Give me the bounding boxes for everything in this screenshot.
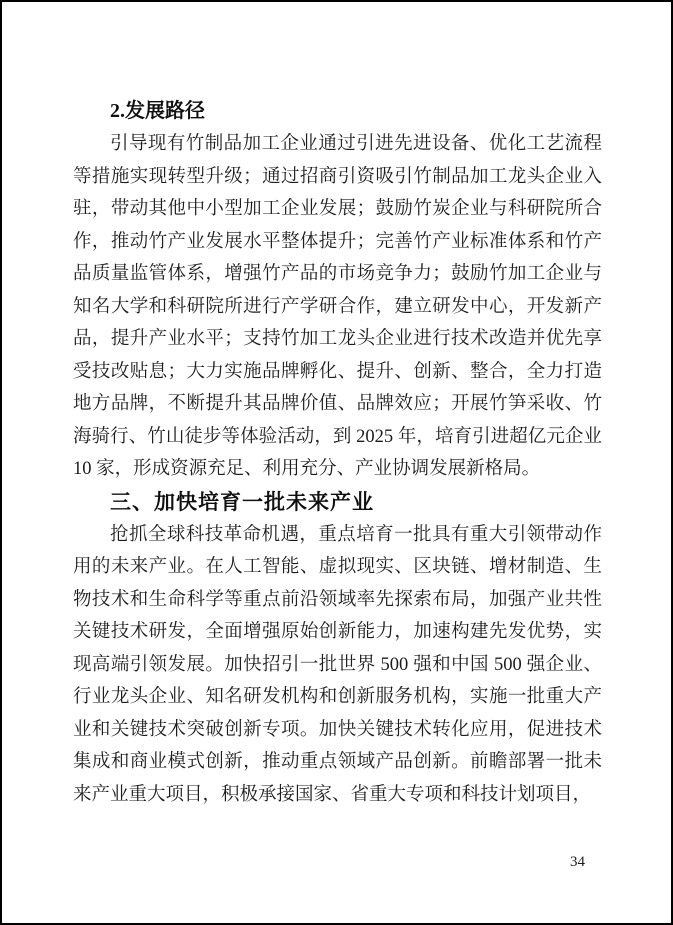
paragraph-development-path: 引导现有竹制品加工企业通过引进先进设备、优化工艺流程等措施实现转型升级；通过招商引资吸引竹制品加工龙头企业入驻，带动其他中小型加工企业发展；鼓励竹炭企业与科研院所合作，推动竹产业发展水平整体提升；完善竹产业标准体系和竹产品质量监管体系，增强竹产品的市场竞争力；鼓励竹加工企业与知名大学和科研院所进行产学研合作，建立研发中心，开发新产品，提升产业水平；支持竹加工龙头企业进行技术改造并优先享受技改贴息；大力实施品牌孵化、提升、创新、整合，全力打造地方品牌，不断提升其品牌价值、品牌效应；开展竹笋采收、竹海骑行、竹山徒步等体验活动，到 2025 年，培育引进超亿元企业 10 家，形成资源充足、利用充分、产业协调发展新格局。 bbox=[73, 134, 602, 479]
page-number: 34 bbox=[570, 854, 585, 870]
paragraph-future-industries: 抢抓全球科技革命机遇，重点培育一批具有重大引领带动作用的未来产业。在人工智能、虚拟现实、区块链、增材制造、生物技术和生命科学等重点前沿领域率先探索布局，加强产业共性关键技术研发，全面增强原始创新能力，加速构建先发优势，实现高端引领发展。加快招引一批世界 500 强和中国 500 强企业、行业龙头企业、知名研发机构和创新服务机构，实施一批重大产业和关键技术突破创新专项。加快关键技术转化应用，促进技术集成和商业模式创新，推动重点领域产品创新。前瞻部署一批未来产业重大项目，积极承接国家、省重大专项和科技计划项目， bbox=[73, 524, 602, 805]
section-heading-future-industries: 三、加快培育一批未来产业 bbox=[110, 489, 374, 514]
subsection-heading-development-path: 2.发展路径 bbox=[110, 100, 205, 122]
